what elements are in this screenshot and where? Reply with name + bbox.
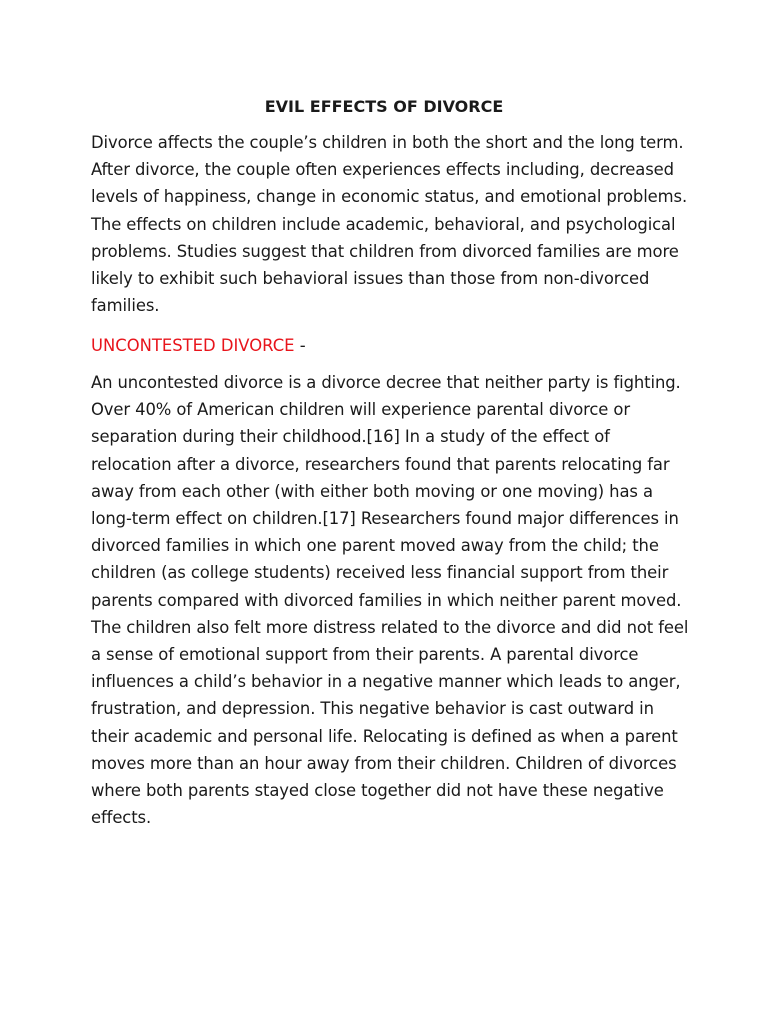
intro-paragraph: Divorce affects the couple’s children in both the short and the long term. After divorce, the couple often experiences effects including, decreased levels of happiness, change in economic status, and emotional problems. The effects on children include academic, behavioral, and psychological problems. Studies suggest that children from divorced families are more likely to exhibit such behavioral issues than those from non-divorced families. [91, 133, 688, 316]
section-heading-dash: - [294, 336, 306, 355]
section-heading: UNCONTESTED DIVORCE [91, 336, 295, 355]
section-heading-line [91, 334, 306, 358]
document-title: EVIL EFFECTS OF DIVORCE [264, 97, 504, 116]
section-paragraph: An uncontested divorce is a divorce decree that neither party is fighting. Over 40% of American children will experience parental divorce or separation during their childhood.[16] In a study of the effect of relocation after a divorce, researchers found that parents relocating far away from each other (with either both moving or one moving) has a long-term effect on children.[17] Researchers found major differences in divorced families in which one parent moved away from the child; the children (as college students) received less financial support from their parents compared with divorced families in which neither parent moved. The children also felt more distress related to the divorce and did not feel a sense of emotional support from their parents. A parental divorce influences a child’s behavior in a negative manner which leads to anger, frustration, and depression. This negative behavior is cast outward in their academic and personal life. Relocating is defined as when a parent moves more than an hour away from their children. Children of divorces where both parents stayed close together did not have these negative effects. [91, 373, 689, 828]
